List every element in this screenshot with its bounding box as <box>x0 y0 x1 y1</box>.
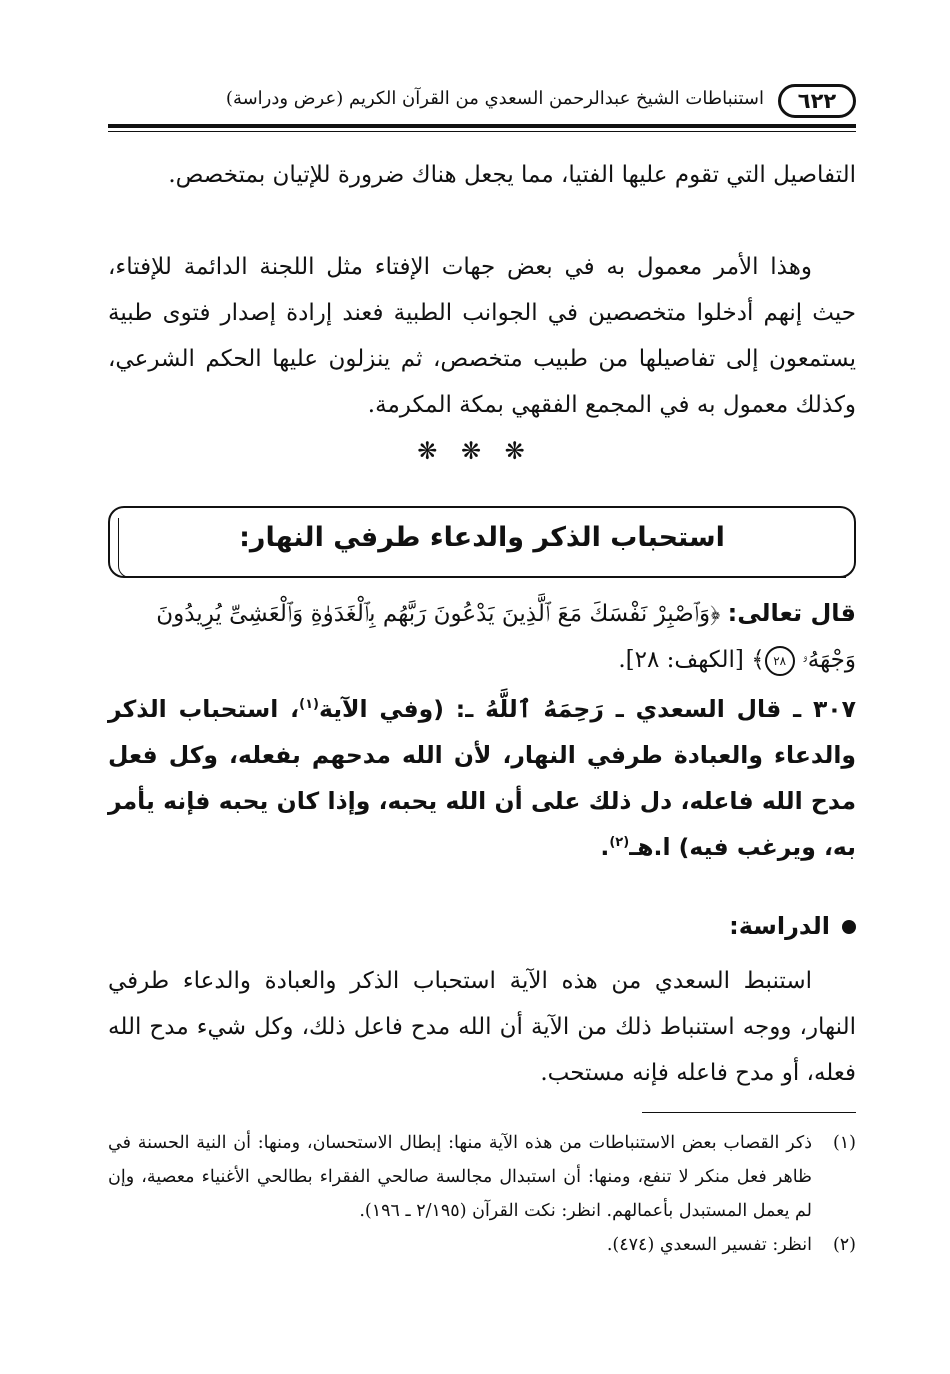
footnote-ref-1[interactable]: (١) <box>299 697 319 713</box>
footnote-1 <box>108 1126 856 1228</box>
study-heading-text: الدراسة: <box>729 912 830 940</box>
bullet-icon <box>842 920 856 934</box>
footnote-separator <box>642 1112 856 1113</box>
body-paragraph-1 <box>108 152 856 198</box>
page-number: ٦٢٢ <box>778 84 856 118</box>
body-paragraph-2 <box>108 244 856 428</box>
verse-close-bracket: ﴾ <box>751 647 765 673</box>
header-rule <box>108 124 856 128</box>
paragraph-text: استنبط السعدي من هذه الآية استحباب الذكر والعبادة والدعاء طرفي النهار، ووجه استنباط ذلك من الآية أن الله مدح فاعل ذلك، وكل شيء مدح الله فعله، أو مدح فاعله فإنه مستحب. <box>108 968 856 1086</box>
footnote-text: انظر: تفسير السعدي (٤٧٤). <box>606 1235 812 1255</box>
paragraph-text: وهذا الأمر معمول به في بعض جهات الإفتاء مثل اللجنة الدائمة للإفتاء، حيث إنهم أدخلوا متخصصين في الجوانب الطبية فعند إرادة إصدار فتوى طبية يستمعون إلى تفاصيلها من طبيب متخصص، ثم ينزلون عليها الحكم الشرعي، وكذلك معمول به في المجمع الفقهي بمكة المكرمة. <box>108 254 856 418</box>
quote-text: ـ قال السعدي ـ رَحِمَهُ ٱللَّهُ ـ: (وفي الآية <box>318 695 802 723</box>
verse-lead: قال تعالى: <box>727 599 856 627</box>
running-header <box>108 82 856 122</box>
ayah-number-marker: ٢٨ <box>765 646 795 676</box>
footnote-2 <box>108 1228 856 1262</box>
footnote-label: (١) <box>832 1133 856 1153</box>
footnote-text: ذكر القصاب بعض الاستنباطات من هذه الآية منها: إبطال الاستحسان، ومنها: أن النية الحسنة في ظاهر فعل منكر لا تنفع، ومنها: أن استبدال مجالسة صالحي الفقراء بطالحي الأغنياء معصية، وإن لم يعمل المستبدل بأعمالهم. انظر: نكت القرآن (٢/١٩٥ ـ ١٩٦). <box>108 1133 812 1221</box>
saadi-quote <box>108 686 856 870</box>
footnote-label: (٢) <box>832 1235 856 1255</box>
study-heading <box>108 912 856 940</box>
paragraph-text: التفاصيل التي تقوم عليها الفتيا، مما يجعل هناك ضرورة للإتيان بمتخصص. <box>168 162 856 188</box>
book-title: استنباطات الشيخ عبدالرحمن السعدي من القرآن الكريم (عرض ودراسة) <box>225 88 764 109</box>
quote-end: . <box>600 833 610 861</box>
quote-text-cont: ، استحباب الذكر والدعاء والعبادة طرفي النهار، لأن الله مدحهم بفعله، وكل فعل مدح الله فاعله، دل ذلك على أن الله يحبه، وإذا كان يحبه فإنه يأمر به، ويرغب فيه) ا.هـ <box>108 695 856 861</box>
header-rule-thin <box>108 131 856 132</box>
verse-text: ﴿وَٱصْبِرْ نَفْسَكَ مَعَ ٱلَّذِينَ يَدْعُونَ رَبَّهُم بِٱلْغَدَوٰةِ وَٱلْعَشِىِّ يُرِيدُونَ وَجْهَهُۥ <box>156 601 856 673</box>
quote-number: ٣٠٧ <box>812 695 856 723</box>
section-divider-ornament: ❋ ❋ ❋ <box>417 437 533 465</box>
section-title: استحباب الذكر والدعاء طرفي النهار: <box>239 522 725 553</box>
footnotes <box>108 1126 856 1262</box>
quran-verse-block <box>108 590 856 683</box>
study-paragraph <box>108 958 856 1096</box>
verse-reference: [الكهف: ٢٨]. <box>618 647 744 673</box>
section-title-box <box>108 506 856 578</box>
footnote-ref-2[interactable]: (٢) <box>609 835 630 851</box>
